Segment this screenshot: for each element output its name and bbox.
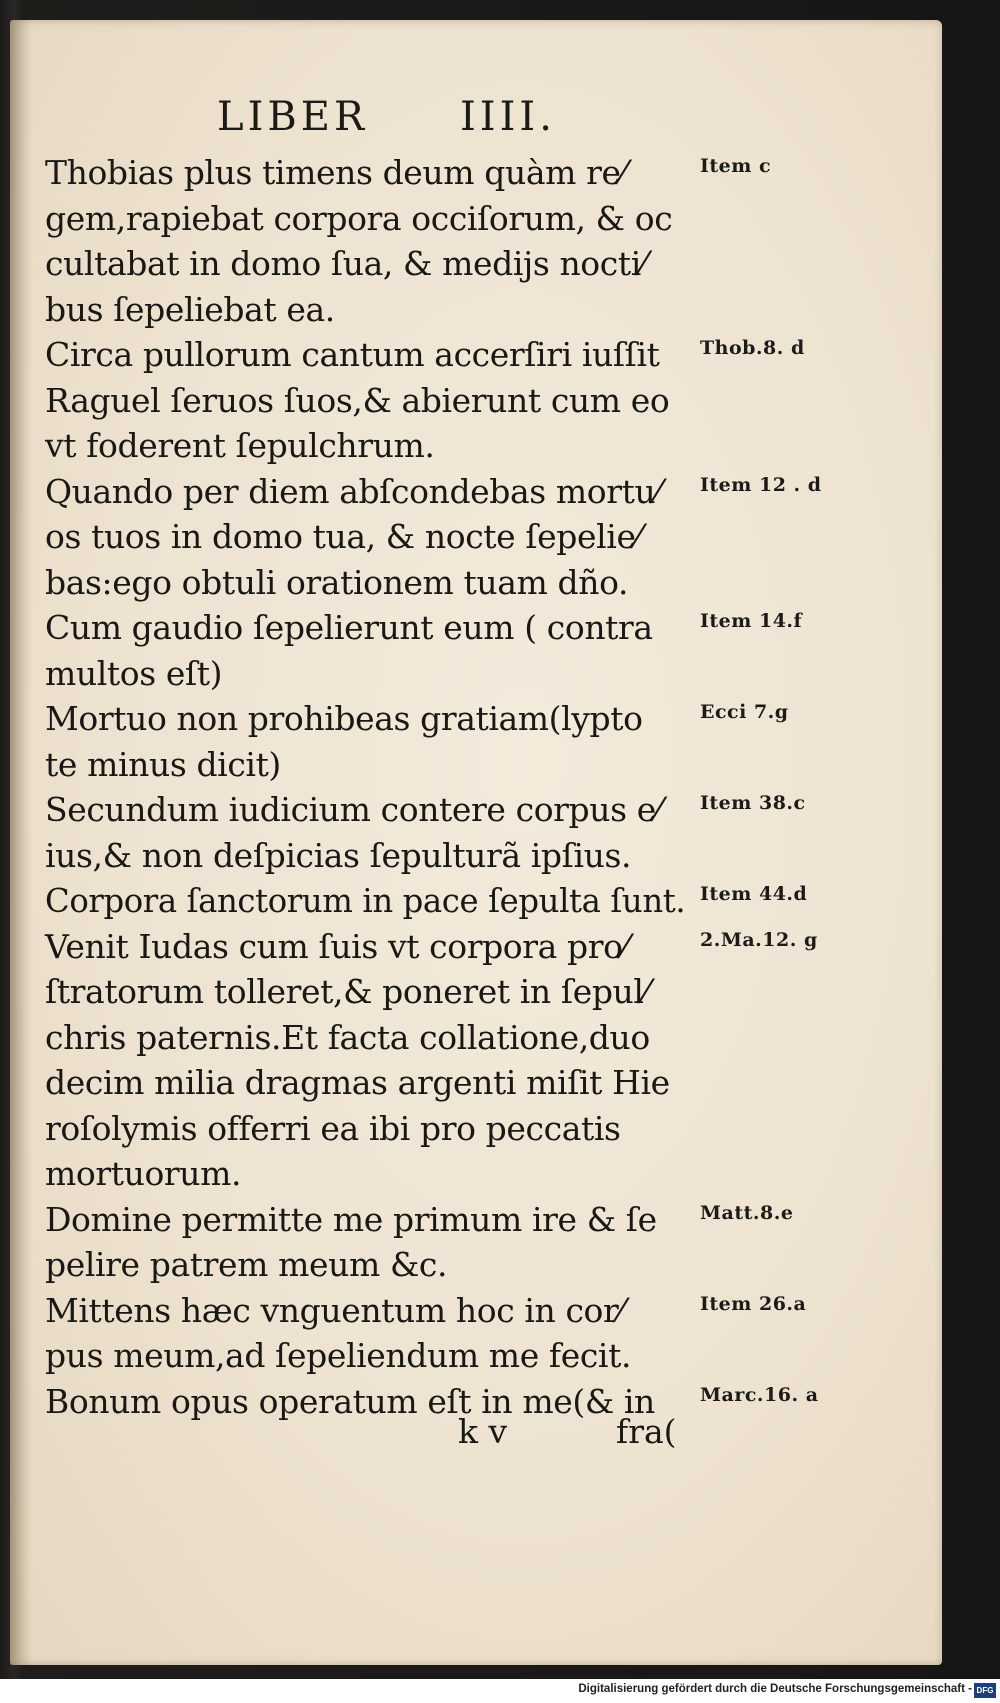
line-text: gem,rapiebat corpora occiſorum, & oc [45,198,673,238]
line-text: te minus dicit) [45,744,281,784]
line-text: Mittens hæc vnguentum hoc in cor⁄ [45,1290,624,1330]
line-text: Raguel ſeruos ſuos,& abierunt cum eo [45,380,670,420]
text-line [32,696,932,742]
line-text: os tuos in domo tua, & nocte ſepelie⁄ [45,517,641,556]
marginal-reference: Item 38.c [700,792,806,814]
text-line [32,150,932,196]
line-text: bas:ego obtuli orationem tuam dño. [45,562,629,602]
line-text: Thobias plus timens deum quàm re⁄ [45,153,626,192]
line-text: Venit Iudas cum ſuis vt corpora pro⁄ [45,926,628,966]
line-text: bus ſepeliebat ea. [45,289,335,329]
text-line [32,787,932,833]
running-title: LIBER [217,94,369,140]
line-text: Circa pullorum cantum accerſiri iuſſit [45,335,660,374]
main-text-block [32,150,932,1424]
text-line [32,332,932,378]
marginal-reference: Item c [700,155,772,177]
text-line [32,1106,932,1152]
line-text: Secundum iudicium contere corpus e⁄ [45,790,661,829]
marginal-reference: Matt.8.e [700,1201,794,1224]
line-text: cultabat in domo ſua, & medijs nocti⁄ [45,244,646,283]
digitization-credit-bar [0,1679,1000,1703]
line-text: Cum gaudio ſepelierunt eum ( contra [45,608,653,647]
line-text: pus meum,ad ſepeliendum me fecit. [45,1336,632,1375]
marginal-reference: Item 12 . d [700,473,822,496]
marginal-reference: Item 26.a [700,1292,807,1315]
line-text: roſolymis offerri ea ibi pro peccatis [45,1108,621,1148]
text-line [32,469,932,515]
line-text: vt foderent ſepulchrum. [45,426,435,465]
marginal-reference: Item 44.d [700,883,808,905]
text-line [32,1060,932,1106]
text-line [32,241,932,287]
text-line [32,378,932,424]
text-line [32,196,932,242]
text-line [32,1288,932,1334]
marginal-reference: Ecci 7.g [700,701,789,723]
dfg-logo: DFG [974,1683,996,1698]
line-text: pelire patrem meum &c. [45,1245,448,1284]
line-text: decim milia dragmas argenti miſit Hie [45,1063,670,1102]
text-line [32,924,932,970]
book-page [10,20,942,1665]
line-text: Corpora ſanctorum in pace ſepulta ſunt. [45,881,686,920]
line-text: Bonum opus operatum eſt in me(& in [45,1381,655,1421]
text-line [32,1197,932,1243]
line-text: Quando per diem abſcondebas mortu⁄ [45,471,661,511]
text-line [32,651,932,697]
catchword: fra( [616,1412,677,1451]
line-text: Domine permitte me primum ire & ſe [45,1199,657,1239]
marginal-reference: 2.Ma.12. g [700,928,818,951]
marginal-reference: Thob.8. d [700,337,805,359]
marginal-reference: Marc.16. a [700,1383,819,1406]
text-line [32,514,932,560]
line-text: multos eſt) [45,653,223,693]
digitization-credit-text: Digitalisierung gefördert durch die Deutsche Forschungsgemeinschaft - [578,1683,972,1695]
folio-number: IIII. [460,94,556,140]
text-line [32,605,932,651]
line-text: chris paternis.Et facta collatione,duo [45,1017,650,1057]
page-footer-line [10,1412,942,1462]
line-text: ius,& non deſpicias ſepulturã ipſius. [45,835,632,875]
text-line [32,969,932,1015]
marginal-reference: Item 14.f [700,610,803,632]
line-text: Mortuo non prohibeas gratiam(lypto [45,699,643,738]
signature-mark: k v [458,1412,508,1451]
text-line [32,1015,932,1061]
line-text: mortuorum. [45,1154,242,1193]
line-text: ſtratorum tolleret,& poneret in ſepul⁄ [45,972,649,1011]
running-header [10,90,942,146]
text-line [32,1151,932,1197]
